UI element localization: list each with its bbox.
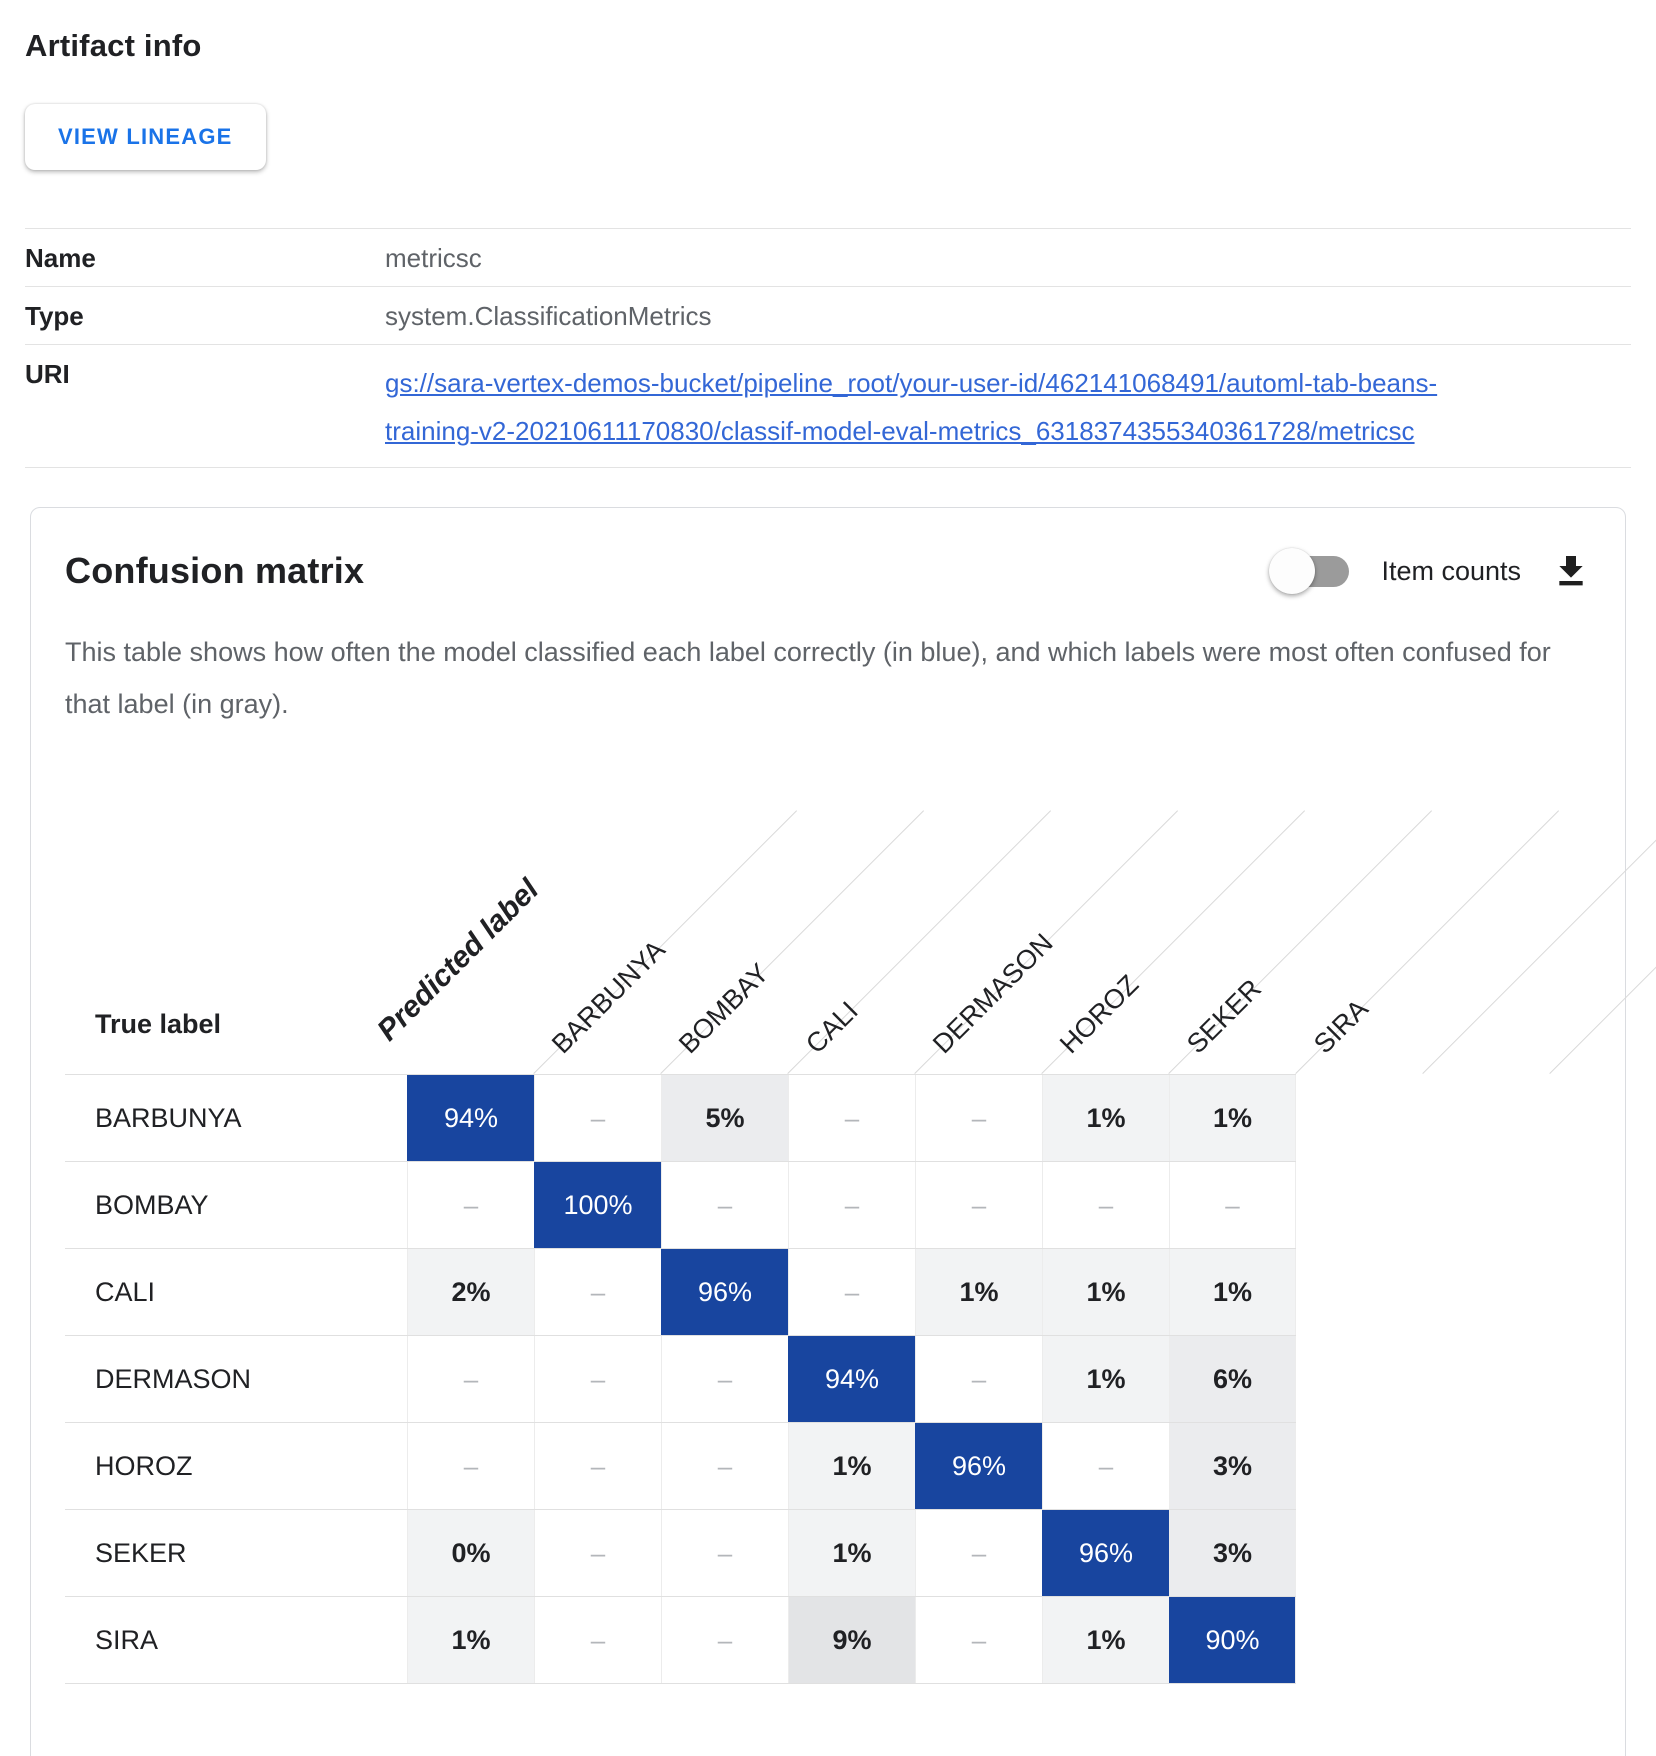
matrix-cell-cali-bombay: – — [534, 1249, 661, 1335]
confusion-matrix — [65, 730, 1591, 1684]
matrix-grid — [65, 1074, 1296, 1684]
toggle-thumb — [1269, 548, 1315, 594]
matrix-cell-bombay-seker: – — [1042, 1162, 1169, 1248]
artifact-field-row-uri — [25, 344, 1631, 468]
matrix-cell-dermason-horoz: – — [915, 1336, 1042, 1422]
field-value-name: metricsc — [385, 243, 482, 273]
matrix-cell-cali-sira: 1% — [1169, 1249, 1296, 1335]
predicted-label-sira: SIRA — [1308, 993, 1374, 1060]
matrix-cell-sira-barbunya: 1% — [407, 1597, 534, 1683]
matrix-cell-horoz-horoz: 96% — [915, 1423, 1042, 1509]
field-label-type: Type — [25, 301, 84, 331]
matrix-row-dermason — [65, 1336, 1296, 1423]
artifact-field-row-type — [25, 286, 1631, 344]
diagonal-grid-line — [1422, 810, 1656, 1074]
matrix-row-seker — [65, 1510, 1296, 1597]
matrix-cell-seker-bombay: – — [534, 1510, 661, 1596]
matrix-cell-bombay-bombay: 100% — [534, 1162, 661, 1248]
field-label-uri: URI — [25, 359, 70, 389]
matrix-cell-cali-cali: 96% — [661, 1249, 788, 1335]
field-label-name: Name — [25, 243, 96, 273]
matrix-row-barbunya — [65, 1075, 1296, 1162]
card-title: Confusion matrix — [65, 550, 365, 591]
predicted-label-barbunya: BARBUNYA — [546, 934, 671, 1060]
matrix-cell-horoz-seker: – — [1042, 1423, 1169, 1509]
matrix-cell-horoz-sira: 3% — [1169, 1423, 1296, 1509]
item-counts-toggle[interactable] — [1269, 547, 1351, 595]
matrix-cell-barbunya-bombay: – — [534, 1075, 661, 1161]
matrix-cell-barbunya-barbunya: 94% — [407, 1075, 534, 1161]
true-label-horoz: HOROZ — [65, 1423, 407, 1509]
matrix-cell-horoz-dermason: 1% — [788, 1423, 915, 1509]
matrix-cell-seker-cali: – — [661, 1510, 788, 1596]
matrix-cell-barbunya-cali: 5% — [661, 1075, 788, 1161]
matrix-cell-sira-horoz: – — [915, 1597, 1042, 1683]
matrix-cell-dermason-bombay: – — [534, 1336, 661, 1422]
true-label-cali: CALI — [65, 1249, 407, 1335]
predicted-label-bombay: BOMBAY — [673, 957, 775, 1060]
matrix-cell-seker-dermason: 1% — [788, 1510, 915, 1596]
download-button[interactable] — [1551, 551, 1591, 591]
true-label-bombay: BOMBAY — [65, 1162, 407, 1248]
true-label-seker: SEKER — [65, 1510, 407, 1596]
matrix-cell-barbunya-dermason: – — [788, 1075, 915, 1161]
matrix-cell-cali-dermason: – — [788, 1249, 915, 1335]
matrix-row-bombay — [65, 1162, 1296, 1249]
matrix-cell-sira-sira: 90% — [1169, 1597, 1296, 1683]
matrix-cell-bombay-cali: – — [661, 1162, 788, 1248]
predicted-label-cali: CALI — [800, 995, 864, 1060]
matrix-row-horoz — [65, 1423, 1296, 1510]
matrix-cell-cali-horoz: 1% — [915, 1249, 1042, 1335]
matrix-cell-cali-seker: 1% — [1042, 1249, 1169, 1335]
matrix-cell-dermason-dermason: 94% — [788, 1336, 915, 1422]
predicted-label-axis: Predicted label — [370, 873, 546, 1048]
artifact-info-table — [25, 228, 1631, 468]
predicted-label-horoz: HOROZ — [1054, 969, 1145, 1060]
matrix-cell-sira-dermason: 9% — [788, 1597, 915, 1683]
matrix-cell-bombay-barbunya: – — [407, 1162, 534, 1248]
predicted-label-dermason: DERMASON — [927, 927, 1059, 1060]
true-label-barbunya: BARBUNYA — [65, 1075, 407, 1161]
card-header — [65, 542, 1591, 600]
matrix-cell-barbunya-seker: 1% — [1042, 1075, 1169, 1161]
matrix-cell-dermason-sira: 6% — [1169, 1336, 1296, 1422]
page-title: Artifact info — [25, 28, 202, 63]
card-controls — [1269, 547, 1591, 595]
matrix-cell-seker-sira: 3% — [1169, 1510, 1296, 1596]
matrix-cell-bombay-horoz: – — [915, 1162, 1042, 1248]
matrix-cell-seker-seker: 96% — [1042, 1510, 1169, 1596]
matrix-cell-seker-horoz: – — [915, 1510, 1042, 1596]
matrix-cell-horoz-barbunya: – — [407, 1423, 534, 1509]
matrix-cell-sira-cali: – — [661, 1597, 788, 1683]
true-label-dermason: DERMASON — [65, 1336, 407, 1422]
diagonal-grid-line — [1549, 810, 1656, 1074]
matrix-cell-seker-barbunya: 0% — [407, 1510, 534, 1596]
card-description: This table shows how often the model classified each label correctly (in blue), and which labels were most often confused for that label (in gray). — [65, 637, 1551, 719]
matrix-cell-horoz-bombay: – — [534, 1423, 661, 1509]
matrix-cell-sira-seker: 1% — [1042, 1597, 1169, 1683]
matrix-cell-horoz-cali: – — [661, 1423, 788, 1509]
matrix-cell-barbunya-horoz: – — [915, 1075, 1042, 1161]
true-label-sira: SIRA — [65, 1597, 407, 1683]
matrix-cell-bombay-dermason: – — [788, 1162, 915, 1248]
view-lineage-button[interactable]: VIEW LINEAGE — [25, 104, 266, 170]
matrix-cell-barbunya-sira: 1% — [1169, 1075, 1296, 1161]
matrix-cell-dermason-seker: 1% — [1042, 1336, 1169, 1422]
download-icon — [1551, 551, 1591, 591]
matrix-cell-cali-barbunya: 2% — [407, 1249, 534, 1335]
field-value-uri — [385, 357, 1475, 455]
matrix-cell-sira-bombay: – — [534, 1597, 661, 1683]
item-counts-label: Item counts — [1381, 555, 1521, 586]
artifact-uri-link[interactable]: gs://sara-vertex-demos-bucket/pipeline_root/your-user-id/462141068491/automl-tab-beans-training-v2-20210611170830/classif-model-eval-metrics_6318374355340361728/metricsc — [385, 368, 1438, 446]
artifact-field-row-name — [25, 228, 1631, 286]
true-label-axis: True label — [95, 1009, 222, 1039]
matrix-cell-dermason-barbunya: – — [407, 1336, 534, 1422]
matrix-header — [65, 730, 1591, 1074]
matrix-cell-dermason-cali: – — [661, 1336, 788, 1422]
matrix-row-sira — [65, 1597, 1296, 1684]
matrix-row-cali — [65, 1249, 1296, 1336]
field-value-type: system.ClassificationMetrics — [385, 301, 712, 331]
matrix-cell-bombay-sira: – — [1169, 1162, 1296, 1248]
predicted-label-seker: SEKER — [1181, 973, 1268, 1060]
confusion-matrix-card — [30, 507, 1626, 1756]
